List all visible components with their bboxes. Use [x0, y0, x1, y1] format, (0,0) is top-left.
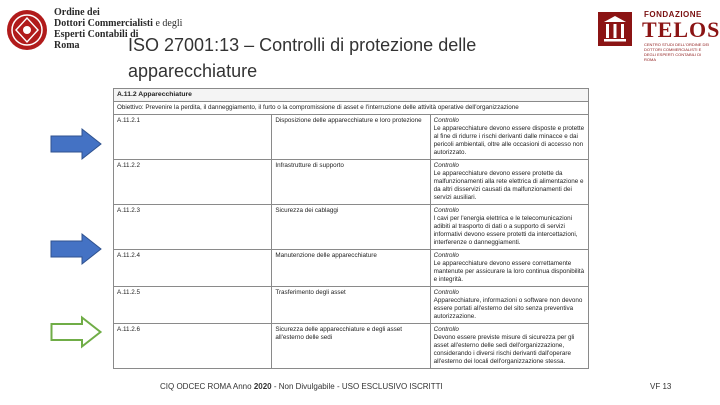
odc-line1: Ordine dei — [54, 7, 100, 18]
table-row — [114, 287, 589, 324]
telos-fondazione-label: FONDAZIONE — [644, 10, 702, 19]
table-row — [114, 205, 589, 250]
odc-line4: Roma — [54, 40, 80, 51]
table-row — [114, 160, 589, 205]
control-label: Controllo — [433, 117, 459, 124]
control-label: Controllo — [433, 326, 459, 333]
control-text: Devono essere previste misure di sicurezza per gli asset all'esterno delle sedi dell'organizzazione, considerando i diversi rischi derivanti dall'operare all'esterno dei locali dell'organizzazione stessa. — [433, 334, 575, 365]
control-name: Disposizione delle apparecchiature e loro protezione — [272, 115, 430, 160]
control-cell — [430, 324, 588, 369]
control-name: Infrastrutture di supporto — [272, 160, 430, 205]
footer-pre: CIQ ODCEC ROMA Anno — [160, 382, 254, 391]
control-code: A.11.2.6 — [114, 324, 272, 369]
control-code: A.11.2.4 — [114, 250, 272, 287]
footer-post: - Non Divulgabile - USO ESCLUSIVO ISCRITTI — [271, 382, 443, 391]
footer-year: 2020 — [253, 382, 272, 391]
control-label: Controllo — [433, 162, 459, 169]
control-cell — [430, 160, 588, 205]
control-text: Le apparecchiature devono essere disposte e protette al fine di ridurre i rischi derivanti dalle minacce e dai pericoli ambientali, oltre alle occasioni di accesso non autorizzato. — [433, 125, 585, 156]
table-section-title: A.11.2 Apparecchiature — [114, 89, 589, 102]
control-cell — [430, 250, 588, 287]
control-label: Controllo — [433, 289, 459, 296]
table-row — [114, 324, 589, 369]
telos-subtitle: CENTRO STUDI DELL'ORDINE DEI DOTTORI COMMERCIALISTI E DEGLI ESPERTI CONTABILI DI ROMA — [644, 42, 710, 62]
control-name: Trasferimento degli asset — [272, 287, 430, 324]
control-name: Sicurezza dei cablaggi — [272, 205, 430, 250]
control-code: A.11.2.2 — [114, 160, 272, 205]
control-text: Le apparecchiature devono essere protette da malfunzionamenti alla rete elettrica di alimentazione e da altri disservizi causati da malfunzionamenti dei servizi ausiliari. — [433, 170, 584, 201]
green-outline-arrow-right-icon — [50, 316, 102, 348]
odc-line3: Esperti Contabili di — [54, 29, 139, 40]
odc-roma-logo — [2, 3, 183, 51]
control-name: Manutenzione delle apparecchiature — [272, 250, 430, 287]
table-row — [114, 250, 589, 287]
page-number: VF 13 — [650, 382, 672, 391]
footer-text — [160, 382, 443, 391]
odc-seal-icon — [6, 9, 48, 51]
odc-line2: Dottori Commercialisti — [54, 18, 153, 29]
control-text: Apparecchiature, informazioni o software non devono essere portati all'esterno del sito senza preventiva autorizzazione. — [433, 297, 583, 320]
odc-line2-suffix: e degli — [152, 18, 183, 29]
control-name: Sicurezza delle apparecchiature e degli asset all'esterno delle sedi — [272, 324, 430, 369]
telos-name: TELOS — [642, 17, 720, 42]
controls-table — [113, 88, 589, 369]
control-cell — [430, 115, 588, 160]
fondazione-telos-logo — [596, 4, 720, 68]
control-code: A.11.2.1 — [114, 115, 272, 160]
table-objective: Obiettivo: Prevenire la perdita, il danneggiamento, il furto o la compromissione di asset e l'interruzione delle attività operative dell'organizzazione — [114, 102, 589, 115]
controls-table-image — [113, 88, 591, 365]
blue-arrow-right-icon — [50, 233, 102, 265]
control-code: A.11.2.3 — [114, 205, 272, 250]
control-cell — [430, 287, 588, 324]
control-label: Controllo — [433, 252, 459, 259]
control-label: Controllo — [433, 207, 459, 214]
control-code: A.11.2.5 — [114, 287, 272, 324]
blue-arrow-right-icon — [50, 128, 102, 160]
control-cell — [430, 205, 588, 250]
slide-title: ISO 27001:13 – Controlli di protezione delle apparecchiature — [128, 35, 477, 81]
control-text: I cavi per l'energia elettrica e le telecomunicazioni adibiti al trasporto di dati o a supporto di servizi informativi devono essere protetti da intercettazioni, interferenze o danneggiamenti. — [433, 215, 578, 246]
control-text: Le apparecchiature devono essere correttamente mantenute per assicurare la loro continua disponibilità e integrità. — [433, 260, 585, 283]
temple-icon — [596, 8, 634, 48]
table-row — [114, 115, 589, 160]
